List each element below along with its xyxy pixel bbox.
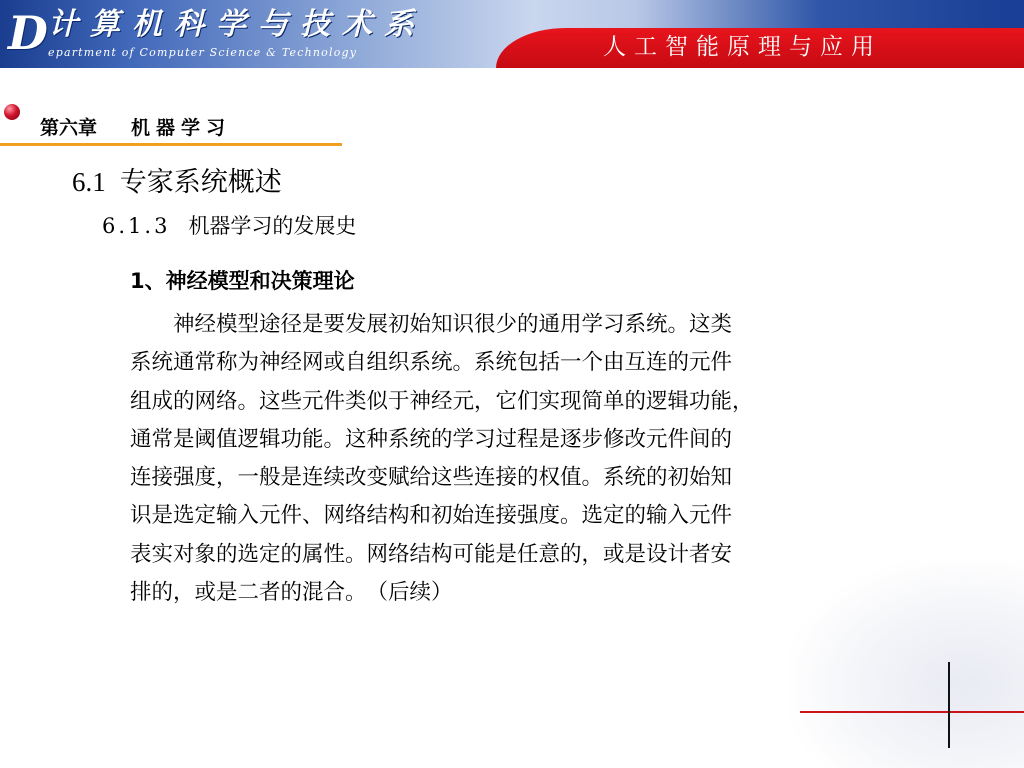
department-logo: D	[8, 6, 48, 60]
paragraph-line: 连接强度，一般是连续改变赋给这些连接的权值。系统的初始知	[130, 465, 733, 491]
black-vertical-line-decoration	[948, 662, 950, 748]
topic-heading: 1、神经模型和决策理论	[130, 269, 355, 293]
subsection-heading	[102, 210, 356, 240]
department-name-cn: 计算机科学与技术系	[48, 7, 426, 42]
paragraph-line: 组成的网络。这些元件类似于神经元，它们实现简单的逻辑功能，	[130, 388, 754, 414]
paragraph-line: 系统通常称为神经网或自组织系统。系统包括一个由互连的元件	[130, 350, 733, 376]
section-number: 6.1	[72, 167, 106, 197]
paragraph-line: 排的，或是二者的混合。 （后续）	[130, 580, 453, 606]
chapter-number: 第六章	[40, 117, 98, 139]
chapter-divider	[0, 143, 342, 146]
chapter-title: 机器学习	[131, 117, 232, 139]
subsection-number: 6.1.3	[102, 214, 171, 238]
header-banner	[0, 0, 1024, 68]
paragraph-line: 识是选定输入元件、网络结构和初始连接强度。选定的输入元件	[130, 503, 733, 529]
corner-glow-decoration	[790, 560, 1024, 768]
red-horizontal-line-decoration	[800, 711, 1024, 713]
subsection-title: 机器学习的发展史	[188, 214, 357, 238]
section-title: 专家系统概述	[119, 167, 282, 198]
paragraph-line: 通常是阈值逻辑功能。这种系统的学习过程是逐步修改元件间的	[130, 426, 733, 452]
course-title: 人工智能原理与应用	[603, 34, 882, 60]
bullet-ball-icon	[4, 104, 20, 120]
paragraph-line: 表实对象的选定的属性。网络结构可能是任意的，或是设计者安	[130, 541, 733, 567]
department-name-en: epartment of Computer Science & Technology	[48, 46, 358, 59]
chapter-heading	[40, 113, 231, 140]
section-heading	[72, 160, 282, 199]
paragraph-line: 神经模型途径是要发展初始知识很少的通用学习系统。这类	[130, 312, 733, 337]
